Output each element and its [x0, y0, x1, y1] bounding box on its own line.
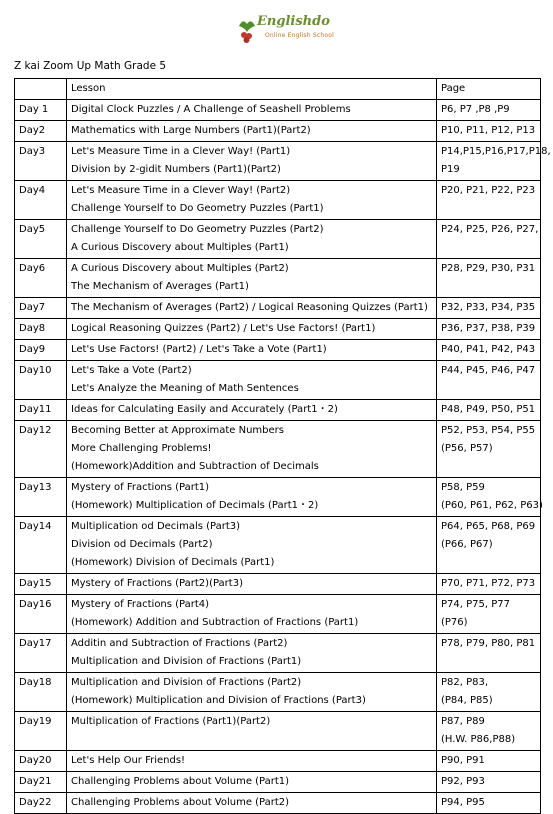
page-line: (P60, P61, P62, P63): [441, 500, 543, 511]
page-cell: [437, 319, 541, 340]
lesson-line: More Challenging Problems!: [71, 443, 212, 454]
day-cell: Day2: [15, 121, 67, 142]
page-line: P14,P15,P16,P17,P18,: [441, 146, 551, 157]
lesson-cell: [67, 298, 437, 319]
page-cell: [437, 298, 541, 319]
lesson-cell: [67, 100, 437, 121]
day-cell: Day8: [15, 319, 67, 340]
school-logo: [235, 14, 334, 48]
page-cell: [437, 259, 541, 298]
page-cell: [437, 574, 541, 595]
page-line: (P56, P57): [441, 443, 493, 454]
page-cell: [437, 751, 541, 772]
day-cell: Day18: [15, 673, 67, 712]
day-cell: Day 1: [15, 100, 67, 121]
lesson-line: Let's Use Factors! (Part2) / Let's Take a Vote (Part1): [71, 344, 327, 355]
lesson-cell: [67, 517, 437, 574]
page-cell: [437, 772, 541, 793]
day-cell: Day13: [15, 478, 67, 517]
page-line: P6, P7 ,P8 ,P9: [441, 104, 510, 115]
page-line: P32, P33, P34, P35: [441, 302, 536, 313]
lesson-line: Let's Help Our Friends!: [71, 755, 186, 766]
page-line: (P66, P67): [441, 539, 493, 550]
day-cell: Day3: [15, 142, 67, 181]
day-cell: Day12: [15, 421, 67, 478]
day-cell: Day19: [15, 712, 67, 751]
lesson-line: Challenge Yourself to Do Geometry Puzzles (Part2): [71, 224, 324, 235]
page-line: P58, P59: [441, 482, 485, 493]
table-row: [15, 100, 541, 121]
table-row: [15, 673, 541, 712]
page-cell: [437, 517, 541, 574]
lesson-line: Challenge Yourself to Do Geometry Puzzles (Part1): [71, 203, 324, 214]
day-cell: Day14: [15, 517, 67, 574]
lesson-line: Challenging Problems about Volume (Part1): [71, 776, 290, 787]
lesson-cell: [67, 478, 437, 517]
table-header-row: [15, 79, 541, 100]
lesson-cell: [67, 121, 437, 142]
table-row: [15, 220, 541, 259]
page-cell: [437, 793, 541, 814]
lesson-cell: [67, 634, 437, 673]
lesson-cell: [67, 793, 437, 814]
lesson-cell: [67, 712, 437, 751]
day-cell: Day11: [15, 400, 67, 421]
page-line: P36, P37, P38, P39: [441, 323, 536, 334]
day-cell: Day9: [15, 340, 67, 361]
lesson-line: Logical Reasoning Quizzes (Part2) / Let's Use Factors! (Part1): [71, 323, 376, 334]
day-cell: Day5: [15, 220, 67, 259]
lesson-cell: [67, 400, 437, 421]
table-row: [15, 181, 541, 220]
page-line: (P76): [441, 617, 468, 628]
lesson-line: Multiplication and Division of Fractions (Part1): [71, 656, 302, 667]
page-cell: [437, 121, 541, 142]
lesson-line: Let's Analyze the Meaning of Math Sentences: [71, 383, 299, 394]
page-line: (P84, P85): [441, 695, 493, 706]
lesson-cell: [67, 772, 437, 793]
lesson-line: A Curious Discovery about Multiples (Part1): [71, 242, 289, 253]
logo-name: Englishdo: [257, 14, 330, 29]
lesson-cell: [67, 181, 437, 220]
page-line: P44, P45, P46, P47: [441, 365, 536, 376]
table-row: [15, 772, 541, 793]
table-row: [15, 319, 541, 340]
lesson-line: (Homework) Multiplication and Division of Fractions (Part3): [71, 695, 366, 706]
lesson-cell: [67, 595, 437, 634]
page-cell: [437, 340, 541, 361]
table-row: [15, 478, 541, 517]
table-row: [15, 517, 541, 574]
column-header-day: [15, 79, 67, 100]
page-cell: [437, 181, 541, 220]
table-row: [15, 574, 541, 595]
lesson-cell: [67, 673, 437, 712]
day-cell: Day21: [15, 772, 67, 793]
page-line: P64, P65, P68, P69: [441, 521, 536, 532]
page-line: P82, P83,: [441, 677, 489, 688]
day-cell: Day7: [15, 298, 67, 319]
table-row: [15, 751, 541, 772]
table-row: [15, 298, 541, 319]
lesson-line: Additin and Subtraction of Fractions (Part2): [71, 638, 288, 649]
page-cell: [437, 634, 541, 673]
table-row: [15, 121, 541, 142]
lesson-line: The Mechanism of Averages (Part2) / Logical Reasoning Quizzes (Part1): [71, 302, 428, 313]
day-cell: Day15: [15, 574, 67, 595]
table-row: [15, 400, 541, 421]
page-line: P87, P89: [441, 716, 485, 727]
lesson-line: Mystery of Fractions (Part4): [71, 599, 210, 610]
table-row: [15, 340, 541, 361]
table-row: [15, 634, 541, 673]
page-cell: [437, 712, 541, 751]
table-row: [15, 142, 541, 181]
lesson-cell: [67, 574, 437, 595]
page-cell: [437, 100, 541, 121]
page-line: P78, P79, P80, P81: [441, 638, 536, 649]
lesson-cell: [67, 421, 437, 478]
day-cell: Day16: [15, 595, 67, 634]
lesson-line: Becoming Better at Approximate Numbers: [71, 425, 284, 436]
column-header-page: Page: [437, 79, 541, 100]
page-cell: [437, 220, 541, 259]
lesson-line: Multiplication od Decimals (Part3): [71, 521, 241, 532]
lesson-line: Let's Measure Time in a Clever Way! (Part1): [71, 146, 291, 157]
lesson-line: Mystery of Fractions (Part2)(Part3): [71, 578, 243, 589]
page-cell: [437, 400, 541, 421]
page-line: P20, P21, P22, P23: [441, 185, 536, 196]
table-row: [15, 259, 541, 298]
holly-icon: [235, 16, 257, 44]
lesson-table: [14, 78, 551, 814]
lesson-line: Division od Decimals (Part2): [71, 539, 213, 550]
lesson-line: Challenging Problems about Volume (Part2): [71, 797, 290, 808]
lesson-cell: [67, 361, 437, 400]
page-line: P10, P11, P12, P13: [441, 125, 536, 136]
table-row: [15, 421, 541, 478]
page-line: P28, P29, P30, P31: [441, 263, 536, 274]
page-line: P24, P25, P26, P27,: [441, 224, 539, 235]
page-cell: [437, 421, 541, 478]
page-cell: [437, 673, 541, 712]
page-cell: [437, 478, 541, 517]
lesson-line: Mathematics with Large Numbers (Part1)(Part2): [71, 125, 311, 136]
lesson-line: Let's Measure Time in a Clever Way! (Part2): [71, 185, 291, 196]
page-line: (H.W. P86,P88): [441, 734, 516, 745]
lesson-line: Ideas for Calculating Easily and Accurately (Part1・2): [71, 404, 338, 415]
lesson-line: (Homework) Multiplication of Decimals (Part1・2): [71, 500, 319, 511]
lesson-cell: [67, 340, 437, 361]
page-line: P48, P49, P50, P51: [441, 404, 536, 415]
day-cell: Day4: [15, 181, 67, 220]
lesson-line: Division by 2-gidit Numbers (Part1)(Part2): [71, 164, 281, 175]
day-cell: Day10: [15, 361, 67, 400]
lesson-cell: [67, 259, 437, 298]
page-line: P94, P95: [441, 797, 485, 808]
logo-tagline: Online English School: [265, 32, 334, 39]
day-cell: Day17: [15, 634, 67, 673]
lesson-line: Multiplication and Division of Fractions (Part2): [71, 677, 302, 688]
lesson-line: The Mechanism of Averages (Part1): [71, 281, 249, 292]
table-row: [15, 793, 541, 814]
day-cell: Day20: [15, 751, 67, 772]
lesson-line: Let's Take a Vote (Part2): [71, 365, 192, 376]
column-header-lesson: Lesson: [67, 79, 437, 100]
lesson-cell: [67, 220, 437, 259]
day-cell: Day22: [15, 793, 67, 814]
lesson-line: (Homework) Addition and Subtraction of Fractions (Part1): [71, 617, 359, 628]
page-line: P90, P91: [441, 755, 485, 766]
table-row: [15, 361, 541, 400]
page-cell: [437, 595, 541, 634]
table-row: [15, 595, 541, 634]
day-cell: Day6: [15, 259, 67, 298]
table-row: [15, 712, 541, 751]
lesson-cell: [67, 142, 437, 181]
lesson-line: A Curious Discovery about Multiples (Part2): [71, 263, 289, 274]
lesson-line: Multiplication of Fractions (Part1)(Part2): [71, 716, 271, 727]
page-line: P52, P53, P54, P55: [441, 425, 536, 436]
page-cell: [437, 142, 551, 181]
page-line: P70, P71, P72, P73: [441, 578, 536, 589]
document-title: Z kai Zoom Up Math Grade 5: [14, 60, 167, 72]
page-line: P92, P93: [441, 776, 485, 787]
page-line: P74, P75, P77: [441, 599, 510, 610]
page-line: P19: [441, 164, 460, 175]
page-cell: [437, 361, 541, 400]
page-line: P40, P41, P42, P43: [441, 344, 536, 355]
lesson-line: (Homework) Division of Decimals (Part1): [71, 557, 275, 568]
lesson-cell: [67, 751, 437, 772]
lesson-cell: [67, 319, 437, 340]
lesson-line: Digital Clock Puzzles / A Challenge of Seashell Problems: [71, 104, 351, 115]
lesson-line: (Homework)Addition and Subtraction of Decimals: [71, 461, 319, 472]
lesson-line: Mystery of Fractions (Part1): [71, 482, 210, 493]
